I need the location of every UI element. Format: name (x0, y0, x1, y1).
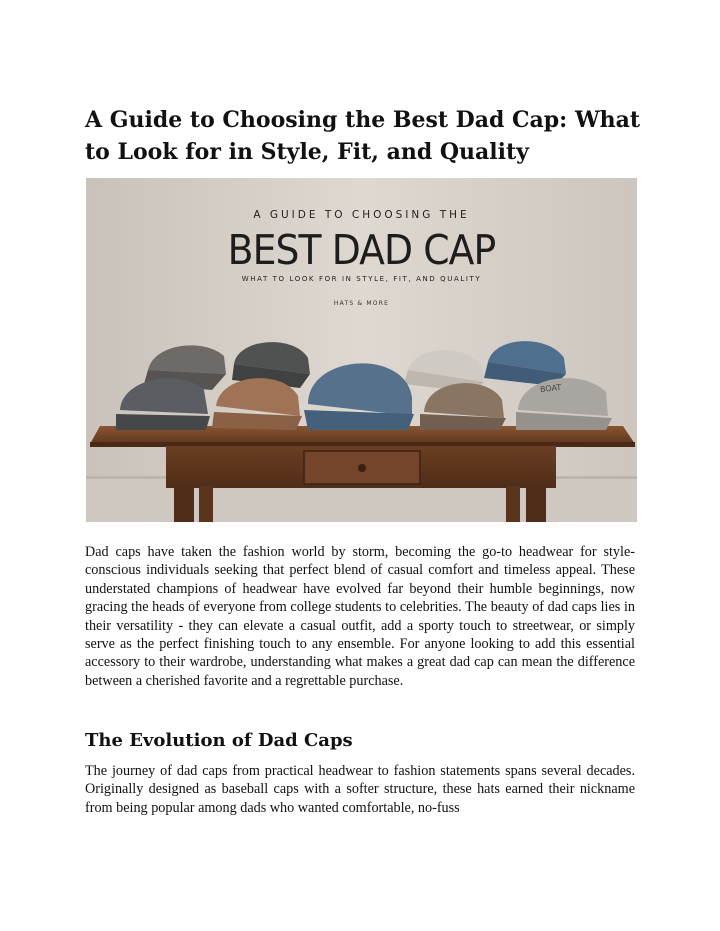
cap-embroidered-text: BOAT (539, 382, 562, 395)
hero-headline: BEST DAD CAP (227, 226, 496, 274)
intro-paragraph: Dad caps have taken the fashion world by storm, becoming the go-to headwear for style-conscious individuals seeking that perfect blend of casual comfort and timeless appeal. These understated champions of headwear have evolved far beyond their humble beginnings, now gracing the heads of everyone from college students to celebrities. The beauty of dad caps lies in their versatility - they can elevate a casual outfit, add a sporty touch to streetwear, or simply serve as the perfect finishing touch to any ensemble. For anyone looking to add this essential accessory to their wardrobe, understanding what makes a great dad cap can mean the difference between a cherished favorite and a regrettable purchase. (85, 544, 635, 689)
section-heading-evolution: The Evolution of Dad Caps (85, 730, 353, 751)
article-title: A Guide to Choosing the Best Dad Cap: What to Look for in Style, Fit, and Quality (85, 107, 641, 165)
hero-kicker: A GUIDE TO CHOOSING THE (253, 209, 470, 221)
section-paragraph-evolution: The journey of dad caps from practical headwear to fashion statements spans several decades. Originally designed as baseball caps with a softer structure, these hats earned their nickname from being popular among dads who wanted comfortable, no-fuss (85, 763, 635, 816)
hero-subtitle: WHAT TO LOOK FOR IN STYLE, FIT, AND QUALITY (241, 275, 482, 283)
hero-image (86, 178, 637, 522)
hero-brand: HATS & MORE (333, 300, 390, 307)
